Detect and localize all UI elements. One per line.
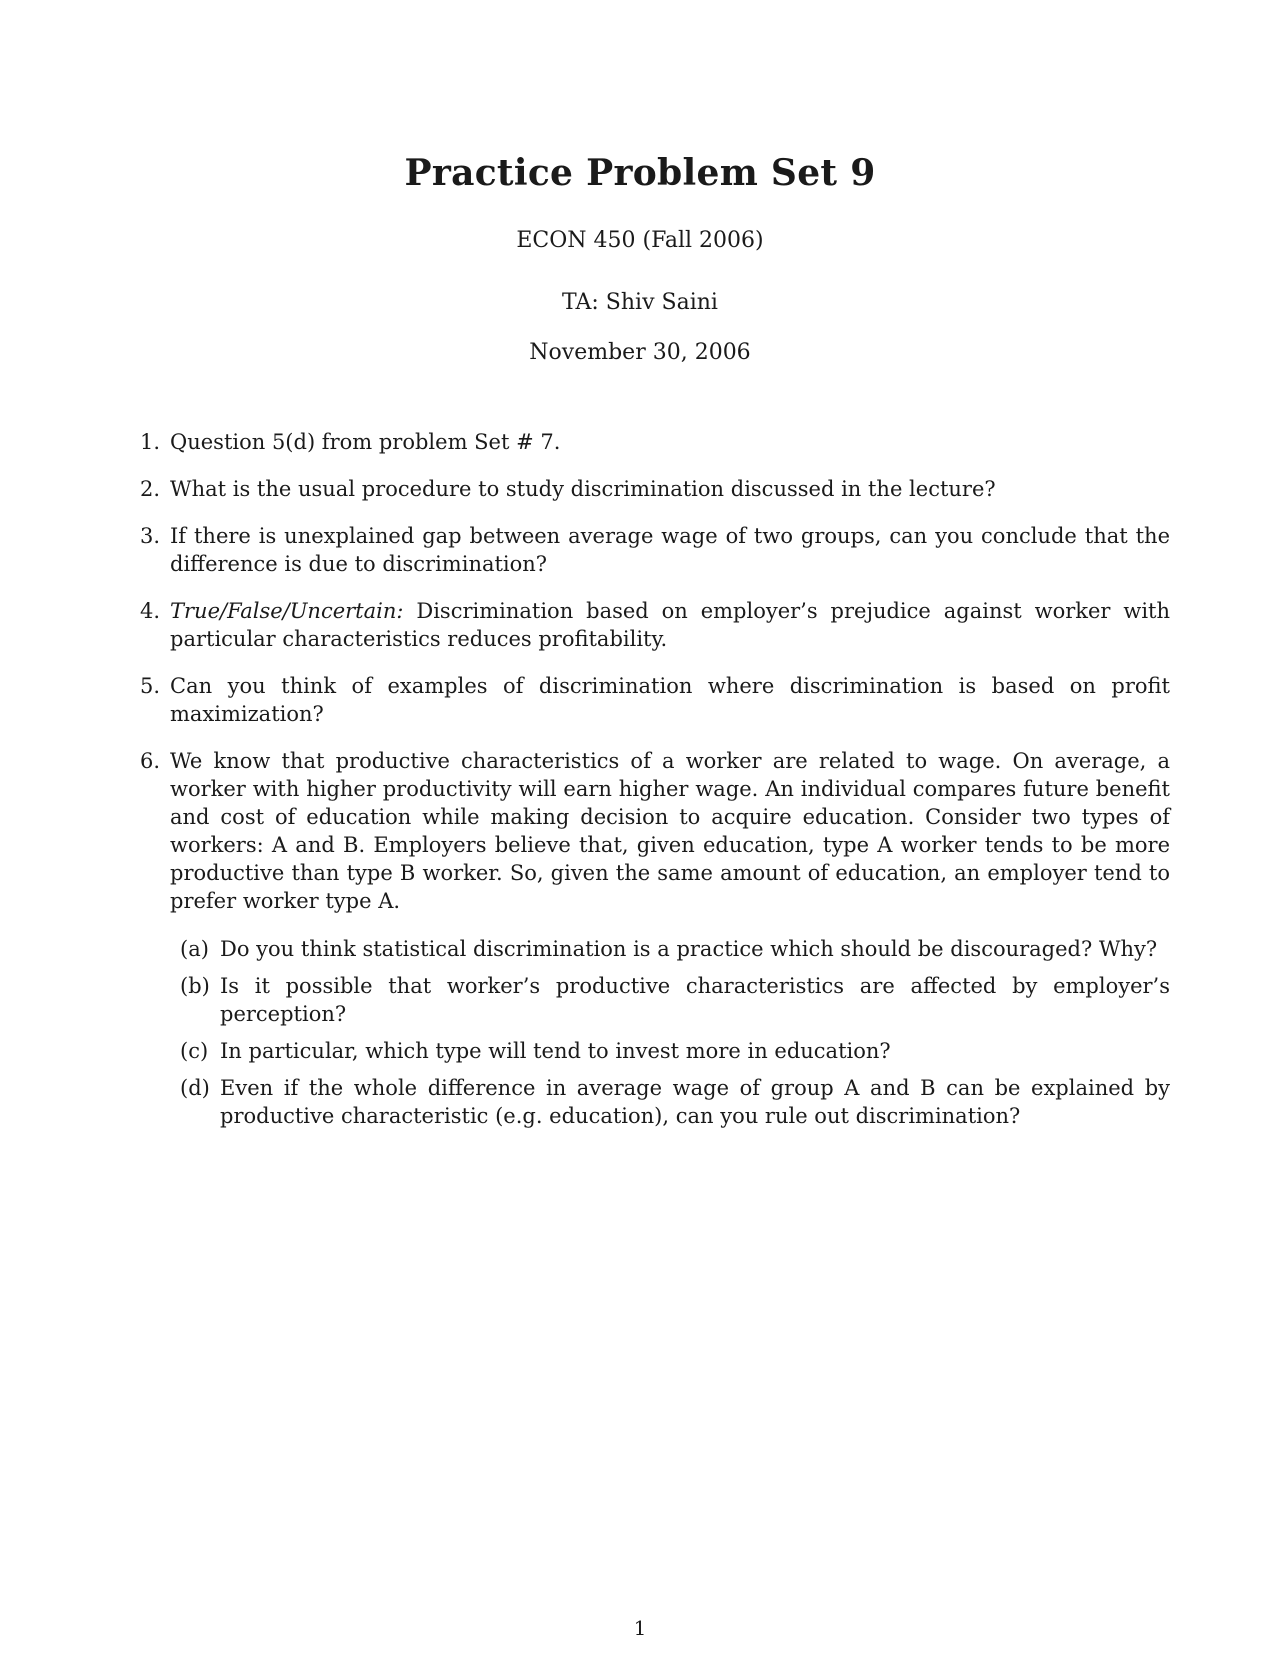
question-text: We know that productive characteristics of a worker are related to wage. On average, a worker with higher productivity will earn higher wage. An individual compares future benefit and cost of education while making decision to acquire education. Consider two types of workers: A and B. Employers believe that, given education, type A worker tends to be more productive than type B worker. So, given the same amount of education, an employer tend to prefer worker type A. [170, 749, 1170, 913]
subquestion-letter: (a) [180, 937, 209, 961]
question-3 [140, 522, 1170, 578]
question-text: Question 5(d) from problem Set # 7. [170, 430, 561, 454]
subquestion-text: Even if the whole difference in average wage of group A and B can be explained by productive characteristic (e.g. education), can you rule out discrimination? [220, 1076, 1170, 1128]
question-text: What is the usual procedure to study discrimination discussed in the lecture? [170, 477, 996, 501]
question-number: 2. [140, 477, 161, 501]
question-4 [140, 597, 1170, 653]
subquestion-a [170, 935, 1170, 963]
ta-label: TA: Shiv Saini [562, 290, 718, 315]
subquestion-letter: (b) [180, 974, 210, 998]
subquestion-b [170, 972, 1170, 1028]
question-lead: True/False/Uncertain: [170, 599, 404, 623]
question-5 [140, 672, 1170, 728]
question-text: If there is unexplained gap between average wage of two groups, can you conclude that the difference is due to discrimination? [170, 524, 1170, 576]
subquestion-text: In particular, which type will tend to invest more in education? [220, 1039, 891, 1063]
question-1 [140, 428, 1170, 456]
subquestion-text: Is it possible that worker’s productive characteristics are affected by employer’s perception? [220, 974, 1170, 1026]
question-number: 4. [140, 599, 161, 623]
question-list [140, 428, 1170, 1149]
subquestion-list [170, 935, 1170, 1130]
question-number: 5. [140, 674, 161, 698]
course-label: ECON 450 (Fall 2006) [516, 228, 764, 253]
subquestion-d [170, 1074, 1170, 1130]
page-number: 1 [633, 1616, 647, 1640]
date-label: November 30, 2006 [529, 340, 751, 365]
question-text: Can you think of examples of discrimination where discrimination is based on profit maximization? [170, 674, 1170, 726]
question-number: 1. [140, 430, 161, 454]
subquestion-letter: (d) [180, 1076, 210, 1100]
question-number: 6. [140, 749, 161, 773]
question-text: Discrimination based on employer’s prejudice against worker with particular characteristics reduces profitability. [170, 599, 1170, 651]
page-title: Practice Problem Set 9 [404, 152, 876, 194]
subquestion-letter: (c) [180, 1039, 209, 1063]
subquestion-c [170, 1037, 1170, 1065]
question-6 [140, 747, 1170, 1130]
question-number: 3. [140, 524, 161, 548]
subquestion-text: Do you think statistical discrimination is a practice which should be discouraged? Why? [220, 937, 1158, 961]
question-2 [140, 475, 1170, 503]
